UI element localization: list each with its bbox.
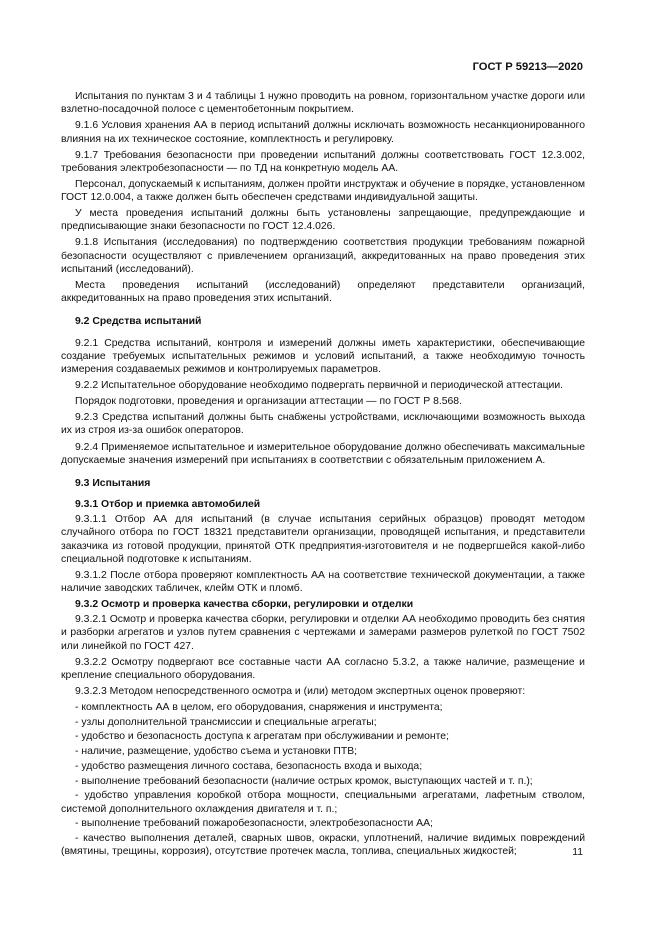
- paragraph-9-3-2-3: 9.3.2.3 Методом непосредственного осмотра и (или) методом экспертных оценок проверяют:: [75, 685, 526, 697]
- paragraph-9-2-4: 9.2.4 Применяемое испытательное и измерительное оборудование должно обеспечивать максимальные допускаемые значения измерений при испытаниях в соответствии с обязательным приложением А.: [61, 441, 585, 466]
- paragraph-9-3-1-2: 9.3.1.2 После отбора проверяют комплектность АА на соответствие технической документации, а также наличие заводских табличек, клейм ОТК и пломб.: [61, 569, 585, 595]
- paragraph-9-2-1: 9.2.1 Средства испытаний, контроля и измерений должны иметь характеристики, обеспечивающие создание требуемых испытательных режимов и условий испытаний, а также необходимую точность измерения создаваемых режимов и контролируемых параметров.: [61, 337, 585, 375]
- paragraph-9-1-7: 9.1.7 Требования безопасности при проведении испытаний должны соответствовать ГОСТ 12.3.002, требования электробезопасности — по ТД на конкретную модель АА.: [61, 149, 585, 174]
- paragraph: У места проведения испытаний должны быть установлены запрещающие, предупреждающие и предписывающие знаки безопасности по ГОСТ 12.4.026.: [61, 208, 585, 233]
- list-item: - выполнение требований безопасности (наличие острых кромок, выступающих частей и т. п.);: [75, 775, 533, 787]
- subsection-heading-9-3-1: 9.3.1 Отбор и приемка автомобилей: [75, 499, 261, 511]
- paragraph-9-2-2: 9.2.2 Испытательное оборудование необходимо подвергать первичной и периодической аттестации.: [75, 380, 564, 392]
- list-item: - узлы дополнительной трансмиссии и специальные агрегаты;: [75, 716, 377, 728]
- paragraph-9-1-8: 9.1.8 Испытания (исследования) по подтверждению соответствия продукции требованиям пожарной безопасности осуществляют с привлечением организаций, аккредитованных на право проведения этих испытаний (исследований).: [61, 237, 585, 275]
- check-list: [61, 701, 585, 858]
- paragraph-9-3-1-1: 9.3.1.1 Отбор АА для испытаний (в случае испытания серийных образцов) проводят методом случайного отбора по ГОСТ 18321 представители организации, проводящей испытания, и представители заказчика из готовой продукции, принятой ОТК предприятия-изготовителя и не подвергшейся какой-либо специальной подготовке к испытаниям.: [61, 514, 585, 565]
- page-number: 11: [572, 847, 583, 858]
- list-item: - выполнение требований пожаробезопасности, электробезопасности АА;: [75, 818, 433, 830]
- list-item: - удобство управления коробкой отбора мощности, специальными агрегатами, лафетным стволом, системой дополнительного охлаждения двигателя и т. п.;: [61, 790, 585, 815]
- subsection-heading-9-3-2: 9.3.2 Осмотр и проверка качества сборки, регулировки и отделки: [75, 599, 414, 611]
- document-body: [61, 90, 585, 860]
- paragraph-9-3-2-1: 9.3.2.1 Осмотр и проверка качества сборки, регулировки и отделки АА необходимо проводить без снятия и разборки агрегатов и узлов путем сравнения с чертежами и замерами размеров рулеткой по ГОСТ 7502 или линейкой по ГОСТ 427.: [61, 614, 585, 652]
- paragraph-9-3-2-2: 9.3.2.2 Осмотру подвергают все составные части АА согласно 5.3.2, а также наличие, размещение и крепление специального оборудования.: [61, 656, 585, 681]
- list-item: - качество выполнения деталей, сварных швов, окраски, уплотнений, наличие видимых повреждений (вмятины, трещины, коррозия), отсутствие протечек масла, топлива, специальных жидкостей;: [61, 832, 585, 858]
- section-heading-9-2: 9.2 Средства испытаний: [75, 316, 202, 328]
- list-item: - комплектность АА в целом, его оборудования, снаряжения и инструмента;: [75, 702, 443, 714]
- list-item: - удобство и безопасность доступа к агрегатам при обслуживании и ремонте;: [75, 731, 449, 743]
- document-code-header: ГОСТ Р 59213—2020: [472, 61, 583, 73]
- paragraph-9-1-6: 9.1.6 Условия хранения АА в период испытаний должны исключать возможность несанкционированного влияния на их техническое состояние, комплектность и регулировку.: [61, 120, 585, 145]
- list-item: - наличие, размещение, удобство съема и установки ПТВ;: [75, 746, 358, 758]
- list-item: - удобство размещения личного состава, безопасность входа и выхода;: [75, 760, 423, 772]
- paragraph-9-2-3: 9.2.3 Средства испытаний должны быть снабжены устройствами, исключающими возможность выхода их из строя из-за ошибок операторов.: [61, 412, 585, 437]
- section-heading-9-3: 9.3 Испытания: [75, 477, 151, 489]
- paragraph: Места проведения испытаний (исследований) определяют представители организаций, аккредитованных на право проведения этих испытаний.: [61, 279, 585, 305]
- paragraph: Персонал, допускаемый к испытаниям, должен пройти инструктаж и обучение в порядке, установленном ГОСТ 12.0.004, а также должен быть обеспечен средствами индивидуальной защиты.: [61, 178, 585, 204]
- paragraph: Порядок подготовки, проведения и организации аттестации — по ГОСТ Р 8.568.: [75, 396, 462, 408]
- paragraph: Испытания по пунктам 3 и 4 таблицы 1 нужно проводить на ровном, горизонтальном участке дороги или взлетно-посадочной полосе с цементобетонным покрытием.: [61, 91, 585, 116]
